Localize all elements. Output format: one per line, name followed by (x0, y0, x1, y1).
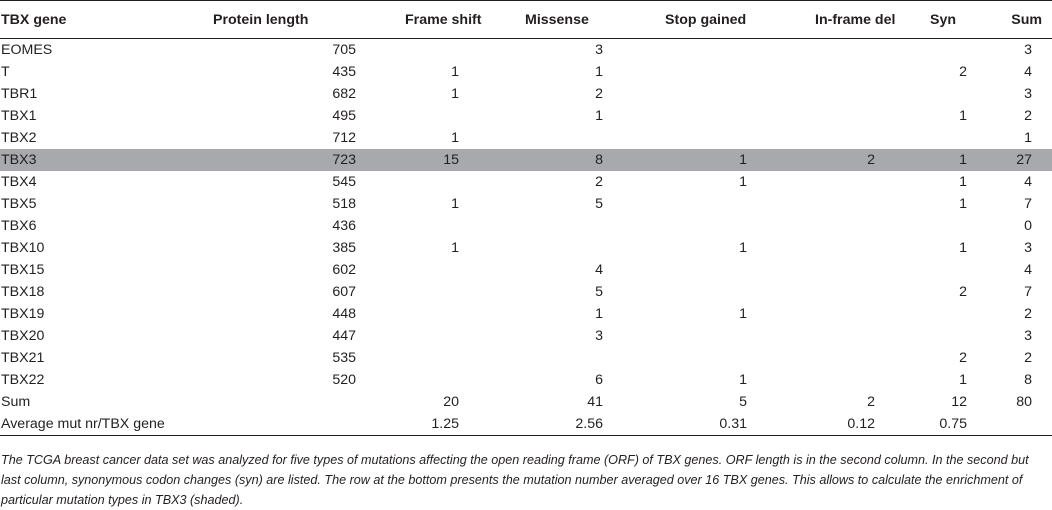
table-cell (930, 259, 990, 281)
table-cell: 2.56 (525, 413, 665, 436)
table-cell: 0 (1024, 218, 1032, 234)
table-cell (815, 61, 930, 83)
table-cell: 436 (332, 218, 356, 234)
table-cell: 535 (332, 350, 356, 366)
table-cell: TBX10 (1, 240, 45, 256)
table-cell: 2 (595, 86, 603, 102)
header-in-frame-del: In-frame del (815, 1, 930, 39)
table-cell: 7 (1024, 284, 1032, 300)
table-cell (665, 259, 815, 281)
table-cell: TBX1 (1, 108, 37, 124)
table-cell (665, 83, 815, 105)
header-row (0, 1, 1052, 39)
table-cell (930, 127, 990, 149)
table-cell: 1 (959, 108, 967, 124)
table-cell: 0.75 (930, 413, 990, 436)
table-cell (405, 259, 525, 281)
table-cell: 27 (990, 149, 1052, 171)
table-cell: 1 (1024, 130, 1032, 146)
header-sum: Sum (990, 1, 1052, 39)
table-cell: 1 (451, 196, 459, 212)
table-cell: 7 (1024, 196, 1032, 212)
table-cell (815, 281, 930, 303)
table-cell (525, 237, 665, 259)
table-cell: 1 (595, 108, 603, 124)
table-cell: 2 (815, 149, 930, 171)
table-cell: 520 (332, 372, 356, 388)
table-cell: 1 (959, 174, 967, 190)
table-cell: 12 (951, 394, 967, 410)
table-cell: 20 (443, 394, 459, 410)
table-cell: 6 (595, 372, 603, 388)
table-cell (815, 215, 930, 237)
table-row (0, 369, 1052, 391)
table-cell: 2 (959, 350, 967, 366)
table-cell: TBX4 (1, 174, 37, 190)
table-cell: 1 (451, 86, 459, 102)
table-cell (665, 281, 815, 303)
table-cell: 1 (595, 306, 603, 322)
table-cell: 1 (739, 174, 747, 190)
table-row (0, 215, 1052, 237)
table-cell: T (1, 64, 10, 80)
table-cell: 607 (332, 284, 356, 300)
table-cell: 3 (1024, 240, 1032, 256)
table-cell: 448 (332, 306, 356, 322)
table-cell (405, 325, 525, 347)
table-row (0, 127, 1052, 149)
table-cell (815, 39, 930, 62)
table-row (0, 391, 1052, 413)
table-cell: 2 (1024, 306, 1032, 322)
table-cell: 1 (451, 64, 459, 80)
table-cell: 495 (332, 108, 356, 124)
table-row (0, 193, 1052, 215)
header-protein-length: Protein length (175, 1, 405, 39)
table-cell (405, 39, 525, 62)
table-cell: 5 (595, 196, 603, 212)
table-cell (815, 127, 930, 149)
table-cell (525, 127, 665, 149)
table-cell: TBR1 (1, 86, 38, 102)
table-cell: 8 (525, 149, 665, 171)
header-syn: Syn (930, 1, 990, 39)
table-cell (815, 237, 930, 259)
table-caption: The TCGA breast cancer data set was analyzed for five types of mutations affecting the open reading frame (ORF) of TBX genes. ORF length is in the second column. In the second but last column, synonymous codon changes (syn) are listed. The row at the bottom presents the mutation number averaged over 16 TBX genes. This allows to calculate the enrichment of particular mutation types in TBX3 (shaded). (1, 453, 1029, 507)
table-cell (665, 347, 815, 369)
table-cell: 2 (1024, 350, 1032, 366)
table-cell: 3 (595, 42, 603, 58)
table-cell: TBX20 (1, 328, 45, 344)
table-row (0, 303, 1052, 325)
table-cell: TBX2 (1, 130, 37, 146)
table-row (0, 325, 1052, 347)
table-cell: 0.31 (665, 413, 815, 436)
table-cell (175, 413, 405, 436)
table-cell: 1 (959, 240, 967, 256)
table-cell: 4 (1024, 174, 1032, 190)
header-missense: Missense (525, 1, 665, 39)
table-cell (930, 303, 990, 325)
table-cell (815, 259, 930, 281)
table-row (0, 61, 1052, 83)
table-cell: 3 (595, 328, 603, 344)
table-cell: 545 (332, 174, 356, 190)
table-cell: 4 (1024, 64, 1032, 80)
table-cell: 1 (739, 306, 747, 322)
table-cell: 435 (332, 64, 356, 80)
table-cell: 723 (175, 149, 405, 171)
table-cell (665, 61, 815, 83)
table-cell: 2 (959, 284, 967, 300)
table-cell: TBX19 (1, 306, 45, 322)
table-cell: 2 (959, 64, 967, 80)
table-cell: 1 (959, 196, 967, 212)
table-cell (405, 105, 525, 127)
table-cell: 4 (1024, 262, 1032, 278)
table-cell: TBX21 (1, 350, 45, 366)
table-row (0, 83, 1052, 105)
table-cell (815, 105, 930, 127)
table-cell: 5 (595, 284, 603, 300)
table-cell: 80 (1016, 394, 1032, 410)
table-cell (665, 193, 815, 215)
table-cell (815, 347, 930, 369)
table-row (0, 281, 1052, 303)
table-row (0, 149, 1052, 171)
table-cell: 602 (332, 262, 356, 278)
table-cell (405, 303, 525, 325)
table-cell (990, 413, 1052, 436)
table-cell: 682 (332, 86, 356, 102)
table-cell (815, 171, 930, 193)
table-cell (815, 193, 930, 215)
table-cell: Sum (1, 394, 31, 410)
table-cell: 1 (451, 240, 459, 256)
table-cell: TBX22 (1, 372, 45, 388)
table-cell (665, 325, 815, 347)
table-cell: Average mut nr/TBX gene (0, 413, 175, 436)
header-stop-gained: Stop gained (665, 1, 815, 39)
header-frame-shift: Frame shift (405, 1, 525, 39)
table-cell (665, 215, 815, 237)
table-cell: TBX3 (0, 149, 175, 171)
table-cell (815, 303, 930, 325)
table-cell: 2 (867, 394, 875, 410)
table-cell (930, 39, 990, 62)
table-cell: 3 (1024, 328, 1032, 344)
table-body (0, 39, 1052, 436)
table-cell: 1 (739, 372, 747, 388)
table-cell: 0.12 (815, 413, 930, 436)
table-cell: 705 (332, 42, 356, 58)
table-row (0, 105, 1052, 127)
table-cell (665, 105, 815, 127)
table-cell (930, 83, 990, 105)
table-cell: 447 (332, 328, 356, 344)
table-cell: 1 (930, 149, 990, 171)
table-row (0, 171, 1052, 193)
table-cell (815, 325, 930, 347)
table-cell: TBX6 (1, 218, 37, 234)
table-cell: 15 (405, 149, 525, 171)
table-row (0, 259, 1052, 281)
table-cell: TBX5 (1, 196, 37, 212)
table-cell: 3 (1024, 42, 1032, 58)
table-cell (405, 171, 525, 193)
table-cell: 1 (959, 372, 967, 388)
table-row (0, 347, 1052, 369)
table-cell: 1 (665, 149, 815, 171)
table-cell (525, 215, 665, 237)
table-cell: 1 (595, 64, 603, 80)
table-cell (405, 369, 525, 391)
table-cell (405, 347, 525, 369)
table-cell: 4 (595, 262, 603, 278)
table-row (0, 237, 1052, 259)
table-cell: 1.25 (405, 413, 525, 436)
table-cell: 2 (1024, 108, 1032, 124)
table-cell: 3 (1024, 86, 1032, 102)
table-cell: 1 (739, 240, 747, 256)
table-row (0, 413, 1052, 436)
table-cell: 5 (739, 394, 747, 410)
table-cell (930, 325, 990, 347)
table-cell: 8 (1024, 372, 1032, 388)
table-cell (405, 281, 525, 303)
table-cell (525, 347, 665, 369)
header-tbx-gene: TBX gene (0, 1, 175, 39)
table-row (0, 39, 1052, 62)
table-cell: 712 (332, 130, 356, 146)
table-cell (815, 83, 930, 105)
table-cell: EOMES (1, 42, 53, 58)
table-cell: TBX15 (1, 262, 45, 278)
table-cell (930, 215, 990, 237)
table-cell: 518 (332, 196, 356, 212)
table-cell: 41 (587, 394, 603, 410)
table-cell (405, 215, 525, 237)
table-cell (175, 391, 405, 413)
table-cell: TBX18 (1, 284, 45, 300)
table-cell: 385 (332, 240, 356, 256)
table-cell (815, 369, 930, 391)
table-cell (665, 39, 815, 62)
table-cell: 2 (595, 174, 603, 190)
table-cell (665, 127, 815, 149)
table-cell: 1 (451, 130, 459, 146)
